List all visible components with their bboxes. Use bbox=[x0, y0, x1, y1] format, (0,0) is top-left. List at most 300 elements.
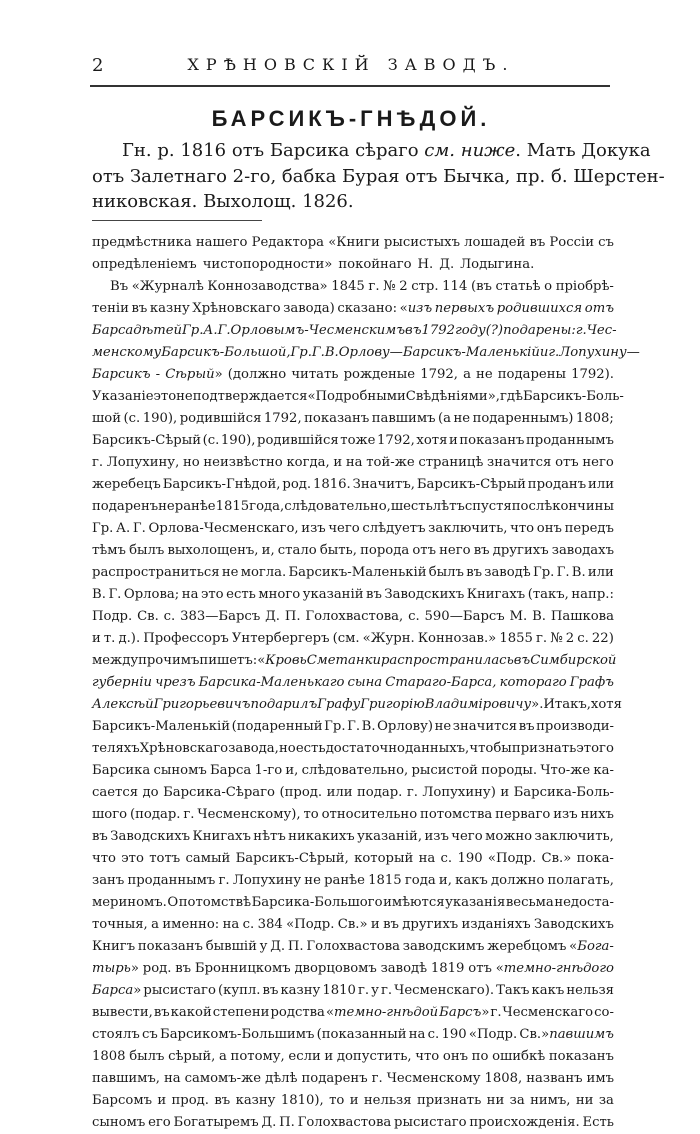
word: и bbox=[349, 1093, 359, 1108]
text-line bbox=[92, 298, 614, 320]
word: чистопородности» bbox=[202, 257, 333, 272]
word: Барсикъ-Маленькій bbox=[288, 565, 427, 580]
word: г. bbox=[183, 807, 195, 822]
word: 1-го bbox=[254, 763, 283, 778]
word: Лопухину) bbox=[422, 785, 496, 800]
word: Заводскихъ bbox=[110, 829, 191, 844]
word: Д. bbox=[265, 609, 280, 624]
entry-title: БАРСИКЪ-ГНѢДОЙ. bbox=[211, 106, 491, 131]
word: Свѣдѣніями», bbox=[405, 389, 500, 404]
section-divider bbox=[92, 220, 262, 221]
text-line bbox=[92, 562, 614, 584]
word: Лодыгина. bbox=[460, 257, 535, 272]
word: Сѣрый» bbox=[165, 367, 223, 382]
word: той-же bbox=[366, 455, 415, 470]
word: рысистой bbox=[411, 763, 478, 778]
word: въ bbox=[366, 587, 382, 602]
word: стр. bbox=[411, 279, 439, 294]
word: достаточно bbox=[325, 741, 405, 756]
word: 1816. bbox=[313, 477, 351, 492]
word: сына bbox=[347, 675, 383, 690]
word: подар. bbox=[357, 785, 403, 800]
word: (?) bbox=[485, 323, 504, 338]
word: Г. bbox=[556, 565, 570, 580]
word: В. bbox=[92, 587, 106, 602]
word: Гр. bbox=[182, 323, 204, 338]
word: прочимъ bbox=[138, 653, 200, 668]
word: (такъ, bbox=[527, 587, 569, 602]
text-line bbox=[92, 980, 614, 1002]
word: и bbox=[333, 455, 343, 470]
word: (купл. bbox=[217, 983, 261, 998]
word: 22) bbox=[591, 631, 614, 646]
word: родившихся bbox=[496, 301, 583, 316]
text-line bbox=[92, 1068, 614, 1090]
word: Чесменскому bbox=[386, 1071, 481, 1086]
word: въ bbox=[92, 829, 108, 844]
text-line bbox=[92, 452, 614, 474]
word: въ bbox=[518, 719, 535, 734]
word: (въ bbox=[470, 279, 492, 294]
word: шого bbox=[92, 807, 128, 822]
word: перваго bbox=[495, 807, 551, 822]
word: (с. bbox=[123, 411, 141, 426]
text-line bbox=[92, 408, 614, 430]
word: показанъ bbox=[137, 939, 203, 954]
word: по bbox=[471, 1049, 489, 1064]
word: Барсикъ-Гнѣдой, bbox=[162, 477, 281, 492]
text-line bbox=[92, 496, 614, 518]
word: Барсомъ bbox=[92, 1093, 152, 1108]
word: отъ bbox=[468, 961, 492, 976]
word: Книгахъ bbox=[466, 587, 526, 602]
word: Д. bbox=[439, 257, 455, 272]
word: это bbox=[153, 389, 177, 404]
word: Богатыремъ bbox=[173, 1115, 259, 1130]
word: 1808, bbox=[484, 1071, 523, 1086]
word: казну bbox=[235, 1093, 276, 1108]
word: былъ bbox=[129, 1049, 165, 1064]
word: значится bbox=[452, 719, 518, 734]
word: сыномъ bbox=[153, 763, 207, 778]
word: 1808; bbox=[575, 411, 614, 426]
word: въ bbox=[131, 301, 148, 316]
pedigree-paragraph bbox=[92, 138, 665, 215]
word: на bbox=[163, 1071, 181, 1086]
word: изданіяхъ bbox=[461, 917, 531, 932]
word: подаренъ bbox=[301, 1071, 368, 1086]
word: 383—Барсъ bbox=[180, 609, 261, 624]
text-line bbox=[92, 342, 640, 364]
word: съ bbox=[141, 1027, 158, 1042]
word: и, bbox=[261, 543, 275, 558]
word: Итакъ, bbox=[543, 697, 591, 712]
text-line bbox=[92, 716, 614, 738]
word: то bbox=[329, 1093, 345, 1108]
word: В. bbox=[532, 609, 546, 624]
word: а bbox=[151, 917, 160, 932]
word: А. bbox=[116, 521, 131, 536]
text-line bbox=[92, 628, 614, 650]
word: - bbox=[155, 367, 161, 382]
word: въ bbox=[473, 543, 490, 558]
text-line bbox=[92, 694, 622, 716]
word: Такъ bbox=[496, 983, 530, 998]
word: передъ bbox=[564, 521, 614, 536]
word: сыномъ bbox=[92, 1115, 146, 1130]
word: подарилъ bbox=[250, 697, 318, 712]
word: «Журналѣ bbox=[131, 279, 204, 294]
word: его bbox=[148, 1115, 171, 1130]
word: году bbox=[455, 323, 486, 338]
word: «темно-гнѣдой bbox=[325, 1005, 439, 1020]
word: на bbox=[181, 587, 199, 602]
word: родившійся bbox=[257, 433, 339, 448]
word: слѣдуетъ bbox=[362, 521, 426, 536]
word: т. bbox=[103, 631, 116, 646]
text-line bbox=[92, 386, 624, 408]
word: между bbox=[92, 653, 139, 668]
word: распространилась bbox=[380, 653, 514, 668]
word: не bbox=[434, 719, 452, 734]
word: нельзя bbox=[363, 1093, 412, 1108]
word: жеребецъ bbox=[92, 477, 161, 492]
word: сказано: bbox=[337, 301, 398, 316]
word: г. bbox=[380, 983, 393, 998]
word: Св. bbox=[137, 609, 159, 624]
word: Въ bbox=[110, 279, 129, 294]
word: пишетъ: bbox=[199, 653, 258, 668]
word: указаній, bbox=[357, 829, 423, 844]
word: но bbox=[278, 741, 296, 756]
word: напр.: bbox=[571, 587, 614, 602]
word: Орлову—Барсикъ-Маленькій bbox=[338, 345, 540, 360]
word: «темно-гнѣдого bbox=[495, 961, 614, 976]
word: относительно bbox=[321, 807, 418, 822]
word: данныхъ, bbox=[405, 741, 470, 756]
word: неизвѣстно bbox=[203, 455, 283, 470]
word: былъ bbox=[129, 543, 165, 558]
word: когда, bbox=[286, 455, 330, 470]
word: слѣдовательно, bbox=[284, 499, 391, 514]
word: со- bbox=[594, 1005, 614, 1020]
word: него bbox=[439, 543, 471, 558]
word: тотъ bbox=[149, 851, 181, 866]
word: Барса bbox=[209, 763, 252, 778]
word: не bbox=[158, 499, 175, 514]
word: но bbox=[182, 455, 200, 470]
word: тырь» bbox=[92, 961, 139, 976]
word: съ bbox=[598, 235, 614, 250]
word: Гр. bbox=[324, 719, 346, 734]
text-line bbox=[92, 826, 614, 848]
word: онъ bbox=[442, 1049, 469, 1064]
word: Барса» bbox=[92, 983, 142, 998]
word: занъ bbox=[92, 873, 125, 888]
word: «Бога- bbox=[569, 939, 614, 954]
word: имъ bbox=[586, 1071, 614, 1086]
word: тѣмъ bbox=[92, 543, 126, 558]
word: В. bbox=[324, 345, 339, 360]
word: въ bbox=[405, 323, 422, 338]
word: гдѣ bbox=[499, 389, 523, 404]
word: заводахъ bbox=[551, 543, 614, 558]
word: подарены: bbox=[503, 323, 576, 338]
word: рысистаго bbox=[394, 1115, 467, 1130]
word: В. bbox=[571, 565, 586, 580]
word: Св.» bbox=[541, 851, 572, 866]
word: слѣдовательно, bbox=[301, 763, 409, 778]
word: Чесменскому), bbox=[197, 807, 301, 822]
word: до bbox=[142, 785, 159, 800]
word: стоялъ bbox=[92, 1027, 140, 1042]
word: Унтербергеръ bbox=[231, 631, 330, 646]
word: г. bbox=[490, 1005, 502, 1020]
word: а bbox=[219, 1049, 227, 1064]
word: пока- bbox=[576, 851, 614, 866]
word: (подаренный bbox=[231, 719, 323, 734]
word: подареннымъ) bbox=[472, 411, 574, 426]
word: М. bbox=[509, 609, 528, 624]
word: Барсикъ-Боль- bbox=[522, 389, 624, 404]
word: весьма bbox=[505, 895, 554, 910]
word: Лопухину bbox=[232, 873, 302, 888]
word: 1792, bbox=[420, 367, 458, 382]
word: въ bbox=[466, 565, 483, 580]
word: павшимъ, bbox=[92, 1071, 160, 1086]
word: Хрѣновскаго bbox=[192, 301, 281, 316]
word: порода bbox=[360, 543, 410, 558]
word: рожденые bbox=[343, 367, 416, 382]
word: Барсикомъ-Большимъ bbox=[160, 1027, 315, 1042]
word: или bbox=[326, 785, 353, 800]
word: спустя bbox=[464, 499, 512, 514]
text-line bbox=[92, 914, 614, 936]
text-line bbox=[92, 804, 614, 826]
word: 1815 bbox=[368, 873, 402, 888]
word: это bbox=[200, 587, 224, 602]
word: «Подробными bbox=[307, 389, 406, 404]
word: что bbox=[92, 851, 116, 866]
word: г. bbox=[548, 345, 560, 360]
word: павшимъ bbox=[371, 411, 436, 426]
word: можно bbox=[485, 829, 533, 844]
word: если bbox=[288, 1049, 321, 1064]
word: Коннозаводства» bbox=[207, 279, 328, 294]
word: Значитъ, bbox=[352, 477, 415, 492]
word: 590—Барсъ bbox=[424, 609, 505, 624]
word: Барсика-Маленькаго bbox=[198, 675, 345, 690]
word: степени bbox=[212, 1005, 270, 1020]
word: родства bbox=[270, 1005, 325, 1020]
word: потомствѣ bbox=[178, 895, 252, 910]
word: заводскимъ bbox=[402, 939, 485, 954]
word: 1810 bbox=[322, 983, 356, 998]
word: г. bbox=[368, 279, 380, 294]
word: Алексѣй bbox=[92, 697, 154, 712]
word: Чес- bbox=[586, 323, 617, 338]
word: опредѣленіемъ bbox=[92, 257, 197, 272]
word: Голохвастова, bbox=[305, 609, 404, 624]
word: Григорію bbox=[360, 697, 425, 712]
word: завода, bbox=[228, 741, 279, 756]
word: Барсика-Большого bbox=[251, 895, 383, 910]
word: имѣются bbox=[383, 895, 445, 910]
word: г. bbox=[575, 323, 587, 338]
word: с. bbox=[242, 917, 255, 932]
word: чего bbox=[451, 829, 483, 844]
word: отъ bbox=[555, 455, 579, 470]
word: Лопухину— bbox=[559, 345, 640, 360]
word: «Журн. bbox=[362, 631, 415, 646]
word: распространиться bbox=[92, 565, 220, 580]
word: покойнаго bbox=[338, 257, 412, 272]
word: «Подр. bbox=[286, 917, 335, 932]
word: и bbox=[500, 785, 510, 800]
word: «Книги bbox=[328, 235, 380, 250]
text-line bbox=[92, 606, 614, 628]
word: (с. bbox=[202, 433, 220, 448]
word: не bbox=[176, 389, 193, 404]
word: Голохвастова bbox=[306, 939, 401, 954]
word: Указаніе bbox=[92, 389, 154, 404]
word: заводѣ bbox=[484, 565, 531, 580]
word: бывшій bbox=[205, 939, 257, 954]
word: с. bbox=[163, 609, 176, 624]
word: другихъ bbox=[492, 543, 549, 558]
word: Д. bbox=[270, 939, 286, 954]
running-title: ХРѢНОВСКІЙ ЗАВОДЪ. bbox=[187, 55, 515, 74]
word: Барсикъ bbox=[92, 367, 151, 382]
word: Св.»павшимъ bbox=[519, 1027, 614, 1042]
text-line bbox=[92, 474, 614, 496]
word: изъ bbox=[553, 807, 578, 822]
word: изъ bbox=[424, 829, 449, 844]
word: теляхъ bbox=[92, 741, 140, 756]
word: и bbox=[370, 917, 380, 932]
word: точныя, bbox=[92, 917, 148, 932]
word: (должно bbox=[227, 367, 287, 382]
word: Пашкова bbox=[550, 609, 614, 624]
word: отъ bbox=[412, 543, 436, 558]
word: года, bbox=[249, 499, 285, 514]
word: на bbox=[408, 1027, 426, 1042]
word: 1792, bbox=[377, 433, 415, 448]
text-line bbox=[92, 848, 614, 870]
word: № bbox=[383, 279, 396, 294]
word: могла. bbox=[240, 565, 287, 580]
word: Бронницкомъ bbox=[194, 961, 291, 976]
word: самый bbox=[185, 851, 231, 866]
word: нѣтъ bbox=[253, 829, 286, 844]
word: и bbox=[448, 433, 458, 448]
text-line bbox=[92, 1046, 614, 1068]
word: В. bbox=[361, 719, 376, 734]
word: и bbox=[539, 345, 549, 360]
word: Н. bbox=[417, 257, 434, 272]
word: какъ bbox=[455, 873, 488, 888]
word: Хрѣновскаго bbox=[139, 741, 229, 756]
text-line bbox=[92, 892, 614, 914]
word: 190), bbox=[220, 433, 256, 448]
word: теніи bbox=[92, 301, 129, 316]
word: него bbox=[582, 455, 614, 470]
word: Гр. bbox=[92, 521, 114, 536]
word: не bbox=[221, 565, 239, 580]
word: П. bbox=[279, 1115, 295, 1130]
word: мериномъ. bbox=[92, 895, 167, 910]
word: у bbox=[259, 939, 268, 954]
word: дѣлѣ bbox=[265, 1071, 298, 1086]
word: 384 bbox=[257, 917, 283, 932]
word: нимъ, bbox=[530, 1093, 571, 1108]
word: П. bbox=[287, 939, 304, 954]
word: 1845 bbox=[331, 279, 365, 294]
word: ошибкѣ bbox=[492, 1049, 546, 1064]
word: пріобрѣ- bbox=[555, 279, 614, 294]
text-line bbox=[92, 672, 614, 694]
pedigree-line: Гн. р. 1816 отъ Барсика сѣраго см. ниже. Мать Докука bbox=[122, 140, 651, 161]
word: Графъ bbox=[569, 675, 614, 690]
word: 1808 bbox=[92, 1049, 126, 1064]
word: чтобы bbox=[469, 741, 512, 756]
word: Россіи bbox=[549, 235, 595, 250]
word: 1810), bbox=[280, 1093, 324, 1108]
word: въ bbox=[513, 653, 531, 668]
word: 1855 bbox=[499, 631, 533, 646]
word: въ bbox=[529, 235, 546, 250]
word: за bbox=[598, 1093, 614, 1108]
word: никакихъ bbox=[288, 829, 355, 844]
word: показанъ bbox=[459, 433, 525, 448]
word: другихъ bbox=[402, 917, 459, 932]
text-line bbox=[92, 540, 614, 562]
word: д.). bbox=[118, 631, 141, 646]
text-line bbox=[92, 1090, 614, 1112]
word: у bbox=[371, 983, 379, 998]
text-line bbox=[92, 1024, 614, 1046]
word: (см. bbox=[332, 631, 360, 646]
word: нашего bbox=[195, 235, 248, 250]
text-line bbox=[92, 320, 617, 342]
word: или bbox=[588, 477, 614, 492]
word: лошадей bbox=[464, 235, 526, 250]
word: г. bbox=[92, 455, 104, 470]
word: прод. bbox=[171, 1093, 209, 1108]
word: года bbox=[404, 873, 436, 888]
word: родившійся bbox=[179, 411, 262, 426]
word: Гр. bbox=[290, 345, 312, 360]
page-number: 2 bbox=[92, 55, 104, 76]
word: это bbox=[121, 851, 144, 866]
word: дѣтей bbox=[133, 323, 183, 338]
word: Барсикъ-Сѣрый bbox=[92, 433, 202, 448]
word: ка- bbox=[593, 763, 614, 778]
word: 1815 bbox=[215, 499, 250, 514]
word: Орлову) bbox=[377, 719, 433, 734]
word: Барсикъ-Сѣрый bbox=[416, 477, 526, 492]
word: самомъ-же bbox=[184, 1071, 262, 1086]
word: Голохвастова bbox=[297, 1115, 392, 1130]
word: г. bbox=[218, 873, 230, 888]
word: с. bbox=[577, 631, 589, 646]
word: Редактора bbox=[251, 235, 325, 250]
word: Подр. bbox=[92, 609, 133, 624]
word: жеребцомъ bbox=[487, 939, 567, 954]
word: П. bbox=[284, 609, 301, 624]
word: 2 bbox=[399, 279, 408, 294]
word: Заводскихъ bbox=[534, 917, 614, 932]
